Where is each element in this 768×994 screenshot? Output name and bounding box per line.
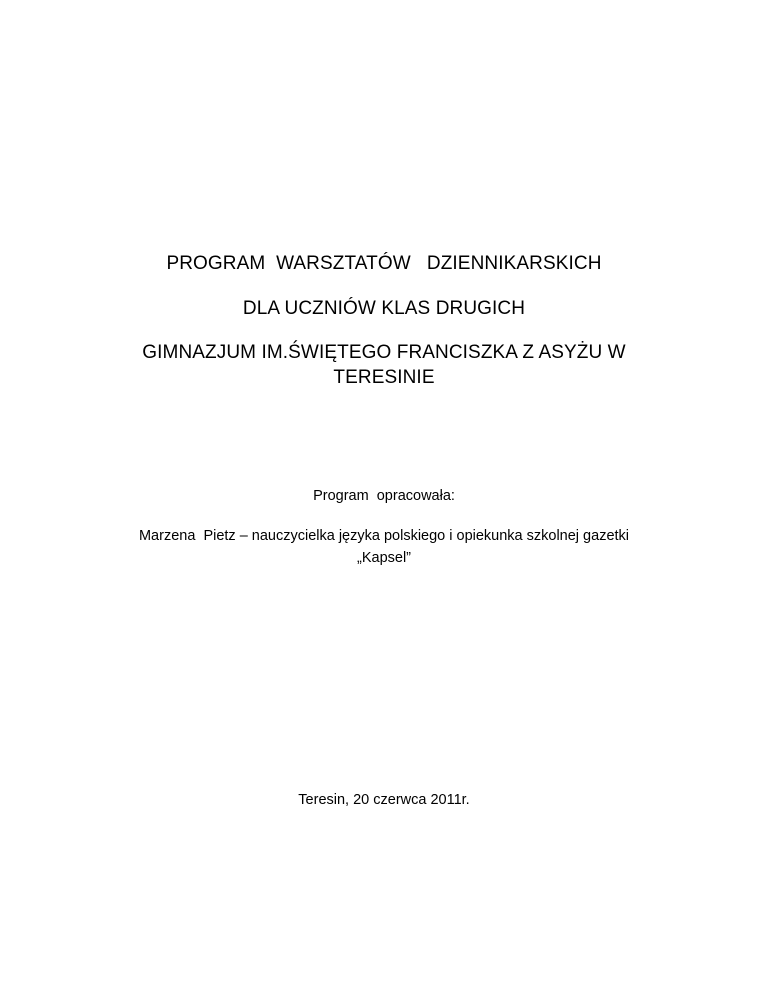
place-and-date: Teresin, 20 czerwca 2011r. <box>298 792 470 808</box>
author-description: Marzena Pietz – nauczycielka języka polskiego i opiekunka szkolnej gazetki <box>138 528 630 544</box>
author-label: Program opracowała: <box>313 488 455 504</box>
gazette-name: „Kapsel” <box>357 550 411 566</box>
document-title-line-2: DLA UCZNIÓW KLAS DRUGICH <box>242 298 526 319</box>
document-title-line-4: TERESINIE <box>333 367 435 388</box>
document-title-line-3: GIMNAZJUM IM.ŚWIĘTEGO FRANCISZKA Z ASYŻU W <box>142 342 626 363</box>
document-title-line-1: PROGRAM WARSZTATÓW DZIENNIKARSKICH <box>166 253 602 274</box>
